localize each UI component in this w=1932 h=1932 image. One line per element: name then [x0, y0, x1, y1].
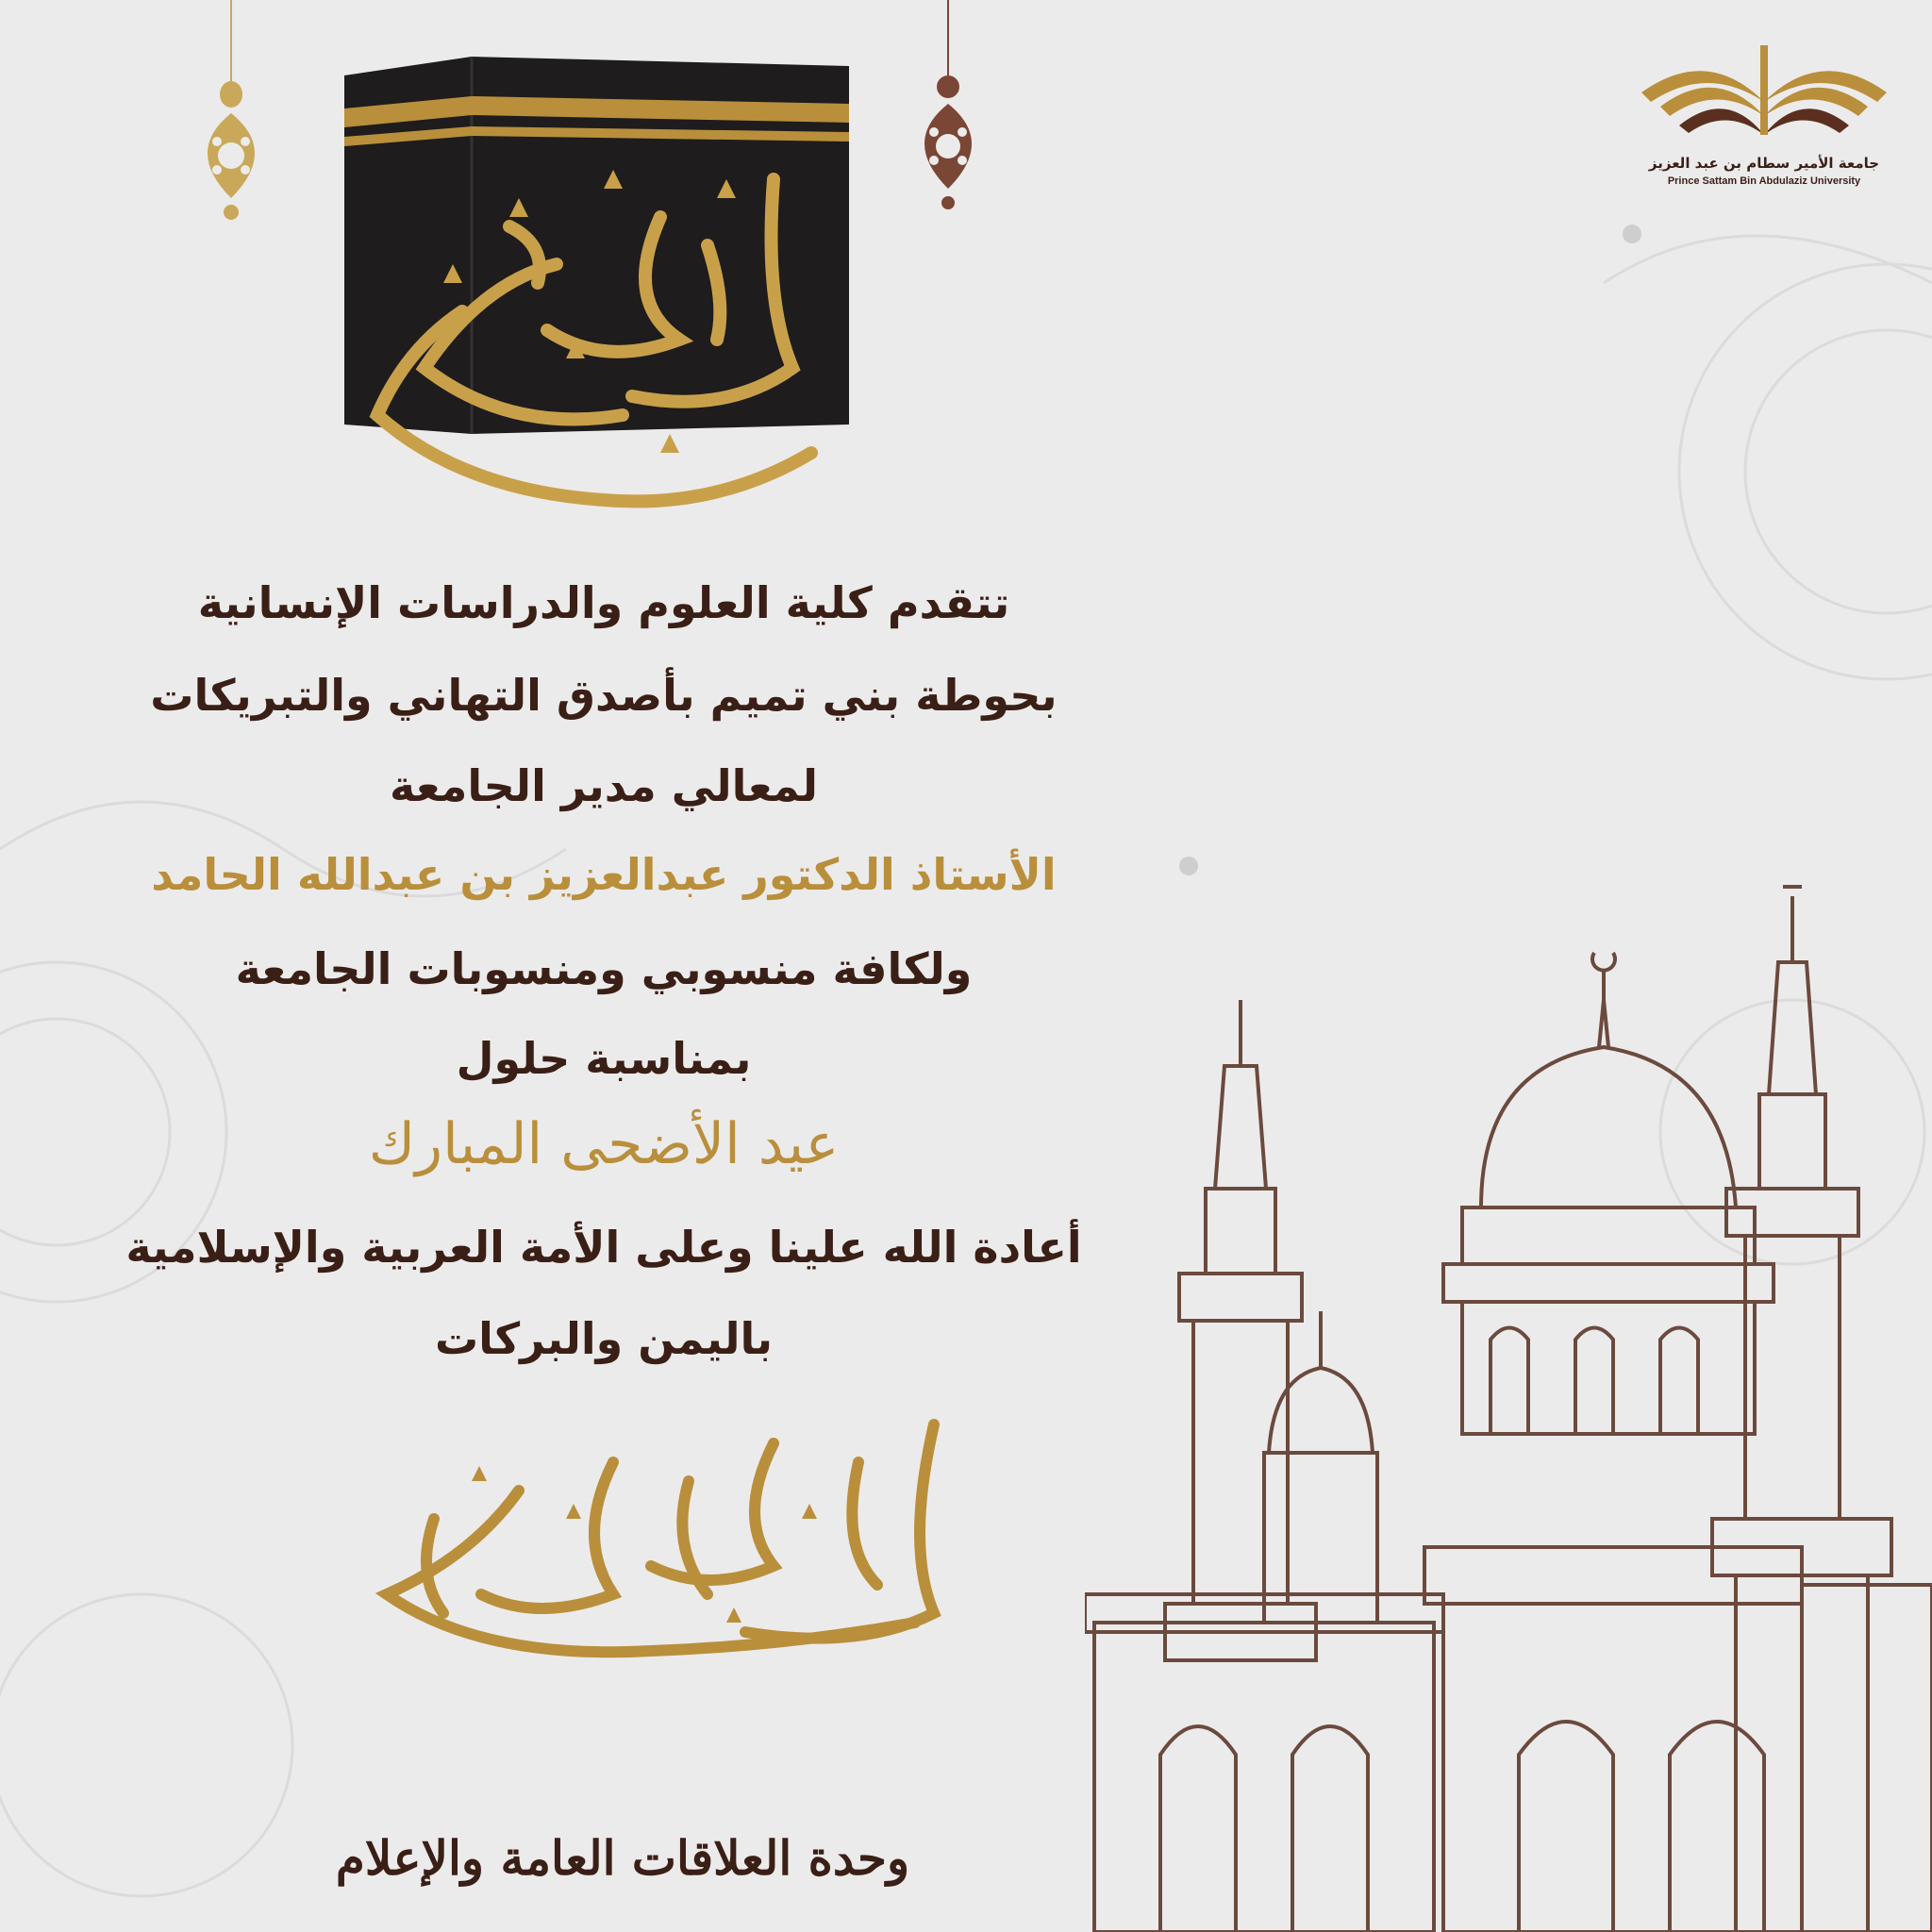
- message-line-6: بمناسبة حلول: [456, 1033, 752, 1084]
- decorative-dot: [1623, 225, 1641, 243]
- kaaba-calligraphy-icon: [321, 57, 849, 547]
- eid-greeting-calligraphy-icon: [330, 1406, 972, 1670]
- message-line-9: باليمن والبركات: [434, 1313, 774, 1364]
- brown-lantern-icon: [896, 0, 1000, 226]
- message-line-5: ولكافة منسوبي ومنسوبات الجامعة: [235, 943, 973, 994]
- gold-lantern-icon: [179, 0, 283, 236]
- university-emblem-icon: [1632, 36, 1896, 149]
- footer-unit-name: وحدة العلاقات العامة والإعلام: [335, 1830, 910, 1886]
- eid-title: عيد الأضحى المبارك: [368, 1111, 840, 1177]
- recipient-name: الأستاذ الدكتور عبدالعزيز بن عبدالله الحامد: [151, 849, 1057, 900]
- logo-arabic-name: جامعة الأمير سطام بن عبد العزيز: [1648, 155, 1880, 172]
- message-line-1: تتقدم كلية العلوم والدراسات الإنسانية: [197, 577, 1010, 628]
- message-line-8: أعادة الله علينا وعلى الأمة العربية والإسلامية: [125, 1222, 1082, 1273]
- message-line-2: بحوطة بني تميم بأصدق التهاني والتبريكات: [150, 670, 1058, 721]
- mosque-sketch-icon: [1085, 849, 1932, 1932]
- message-line-3: لمعالي مدير الجامعة: [390, 760, 818, 811]
- university-logo: [1632, 36, 1896, 196]
- logo-english-name: Prince Sattam Bin Abdulaziz University: [1667, 175, 1861, 187]
